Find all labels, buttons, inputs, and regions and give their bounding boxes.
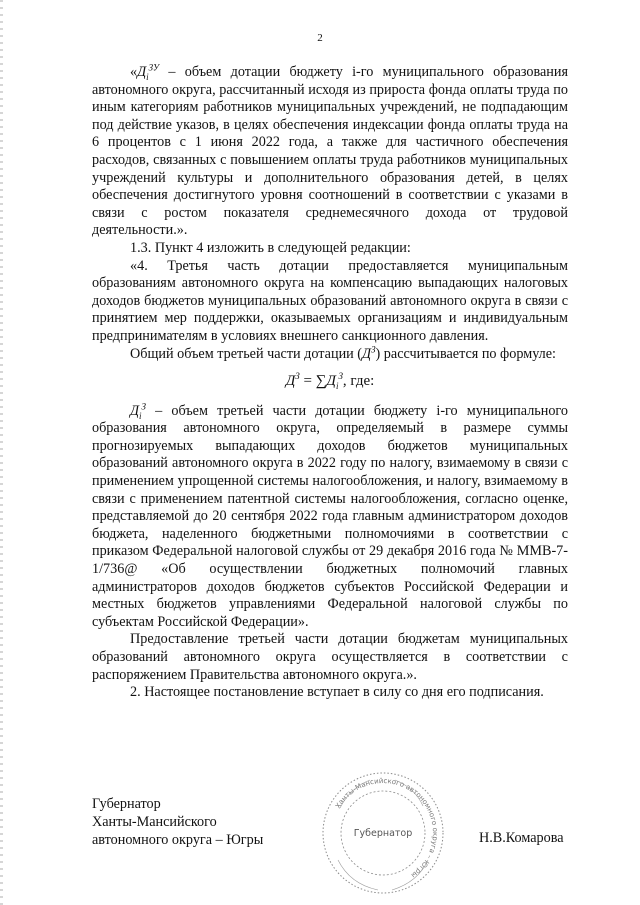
paragraph-volume-definition: «$Д_i^{ЗУ}$ – объем дотации бюджету i-го муниципального образования автономного округа, рассчитанный исходя из прироста фонда оплаты труда по иным категориям работников муниципальных учреждений, не подпадающим под действие указов, в целях обеспечения индексации фонда оплаты труда на 6 процентов с 1 июня 2022 года, а также для частичного обеспечения расходов, связанных с повышением оплаты труда работников муниципальных учреждений культуры и дополнительного образования детей, в целях обеспечения достигнутого уровня соотношений в соответствии с указами в связи с ростом показателя среднемесячного дохода от трудовой деятельности.». (92, 62, 568, 239)
paragraph-clause-1-3: 1.3. Пункт 4 изложить в следующей редакции: (130, 239, 411, 256)
signature-title: Губернатор Ханты-Мансийского автономного округа – Югры (92, 796, 264, 848)
signatory-name: Н.В.Комарова (479, 830, 564, 846)
seal-center-text: Губернатор (353, 828, 413, 839)
paragraph-formula-intro: Общий объем третьей части дотации $(Д^З)$ рассчитывается по формуле: (130, 343, 556, 362)
formula: $Д^З = \sum Д_i^З$, где: (285, 371, 375, 392)
official-seal (318, 768, 448, 898)
paragraph-provision: Предоставление третьей части дотации бюджетам муниципальных образований автономного округа осуществляется в соответствии с распоряжением Правительства автономного округа.». (92, 631, 568, 683)
paragraph-third-part-definition: $Д_i^З$ – объем третьей части дотации бюджету i-го муниципального образования автономного округа, определяемый в размере суммы прогнозируемых выпадающих доходов бюджетов муниципальных образований автономного округа в 2022 году по налогу, взимаемому в связи с применением упрощенной системы налогообложения, и налогу, взимаемому в связи с применением патентной системы налогообложения, согласно оценке, представляемой до 20 сентября 2022 года главным администратором доходов бюджета, наделенного бюджетными полномочиями в соответствии с приказом Федеральной налоговой службы от 29 декабря 2016 года № ММВ-7-1/736@ «Об осуществлении бюджетных полномочий главных администраторов доходов бюджетов субъектов Российской Федерации и местных бюджетов управлениями Федеральной налоговой службы по субъектам Российской Федерации». (92, 400, 568, 630)
scan-edge (0, 0, 3, 905)
paragraph-entry-into-force: 2. Настоящее постановление вступает в силу со дня его подписания. (130, 684, 544, 701)
page-number: 2 (317, 32, 323, 44)
seal-ring-text: Ханты-Мансийского автономного округа – Югры (334, 776, 440, 880)
document-body (92, 64, 568, 702)
paragraph-point-4: «4. Третья часть дотации предоставляется муниципальным образованиям автономного округа на компенсацию выпадающих налоговых доходов бюджетов муниципальных образований автономного округа в связи с принятием мер поддержки, оказываемых организациям и индивидуальным предпринимателям в условиях внешнего санкционного давления. (92, 257, 568, 344)
